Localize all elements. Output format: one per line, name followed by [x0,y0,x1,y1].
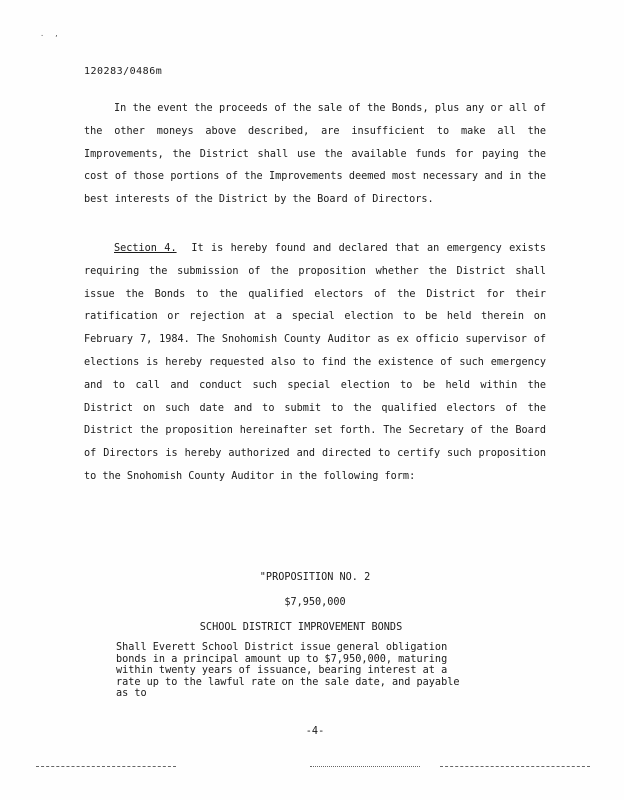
scan-corner-mark: . , [40,30,62,38]
proposition-ballot-text: Shall Everett School District issue general obligation bonds in a principal amount up to $7,950,000, maturing within twenty years of issuance, bearing interest at a rate up to the lawful rate on the sale date, and payable as to [116,642,460,700]
footer-rule-middle [310,766,420,767]
footer-rule-left [36,766,176,767]
page-number: -4- [305,726,325,737]
footer-rule-right [440,766,590,767]
paragraph-section-4 [84,238,546,489]
proposition-title: SCHOOL DISTRICT IMPROVEMENT BONDS [199,622,403,633]
proposition-amount: $7,950,000 [284,597,346,608]
section-4-label: Section 4. [114,243,177,254]
paragraph-proceeds: In the event the proceeds of the sale of the Bonds, plus any or all of the other moneys above described, are insufficient to make all the Improvements, the District shall use the available funds for paying the cost of those portions of the Improvements deemed most necessary and in the best interests of the District by the Board of Directors. [84,103,546,206]
section-4-text: It is hereby found and declared that an emergency exists requiring the submission of the proposition whether the District shall issue the Bonds to the qualified electors of the District for their ratification or rejection at a special election to be held therein on February 7, 1984. The Snohomish County Auditor as ex officio supervisor of elections is hereby requested also to find the existence of such emergency and to call and conduct such special election to be held within the District on such date and to submit to the qualified electors of the District the proposition hereinafter set forth. The Secretary of the Board of Directors is hereby authorized and directed to certify such proposition to the Snohomish County Auditor in the following form: [84,243,546,482]
file-code: 120283/0486m [84,66,163,77]
proposition-heading: "PROPOSITION NO. 2 [259,572,371,583]
